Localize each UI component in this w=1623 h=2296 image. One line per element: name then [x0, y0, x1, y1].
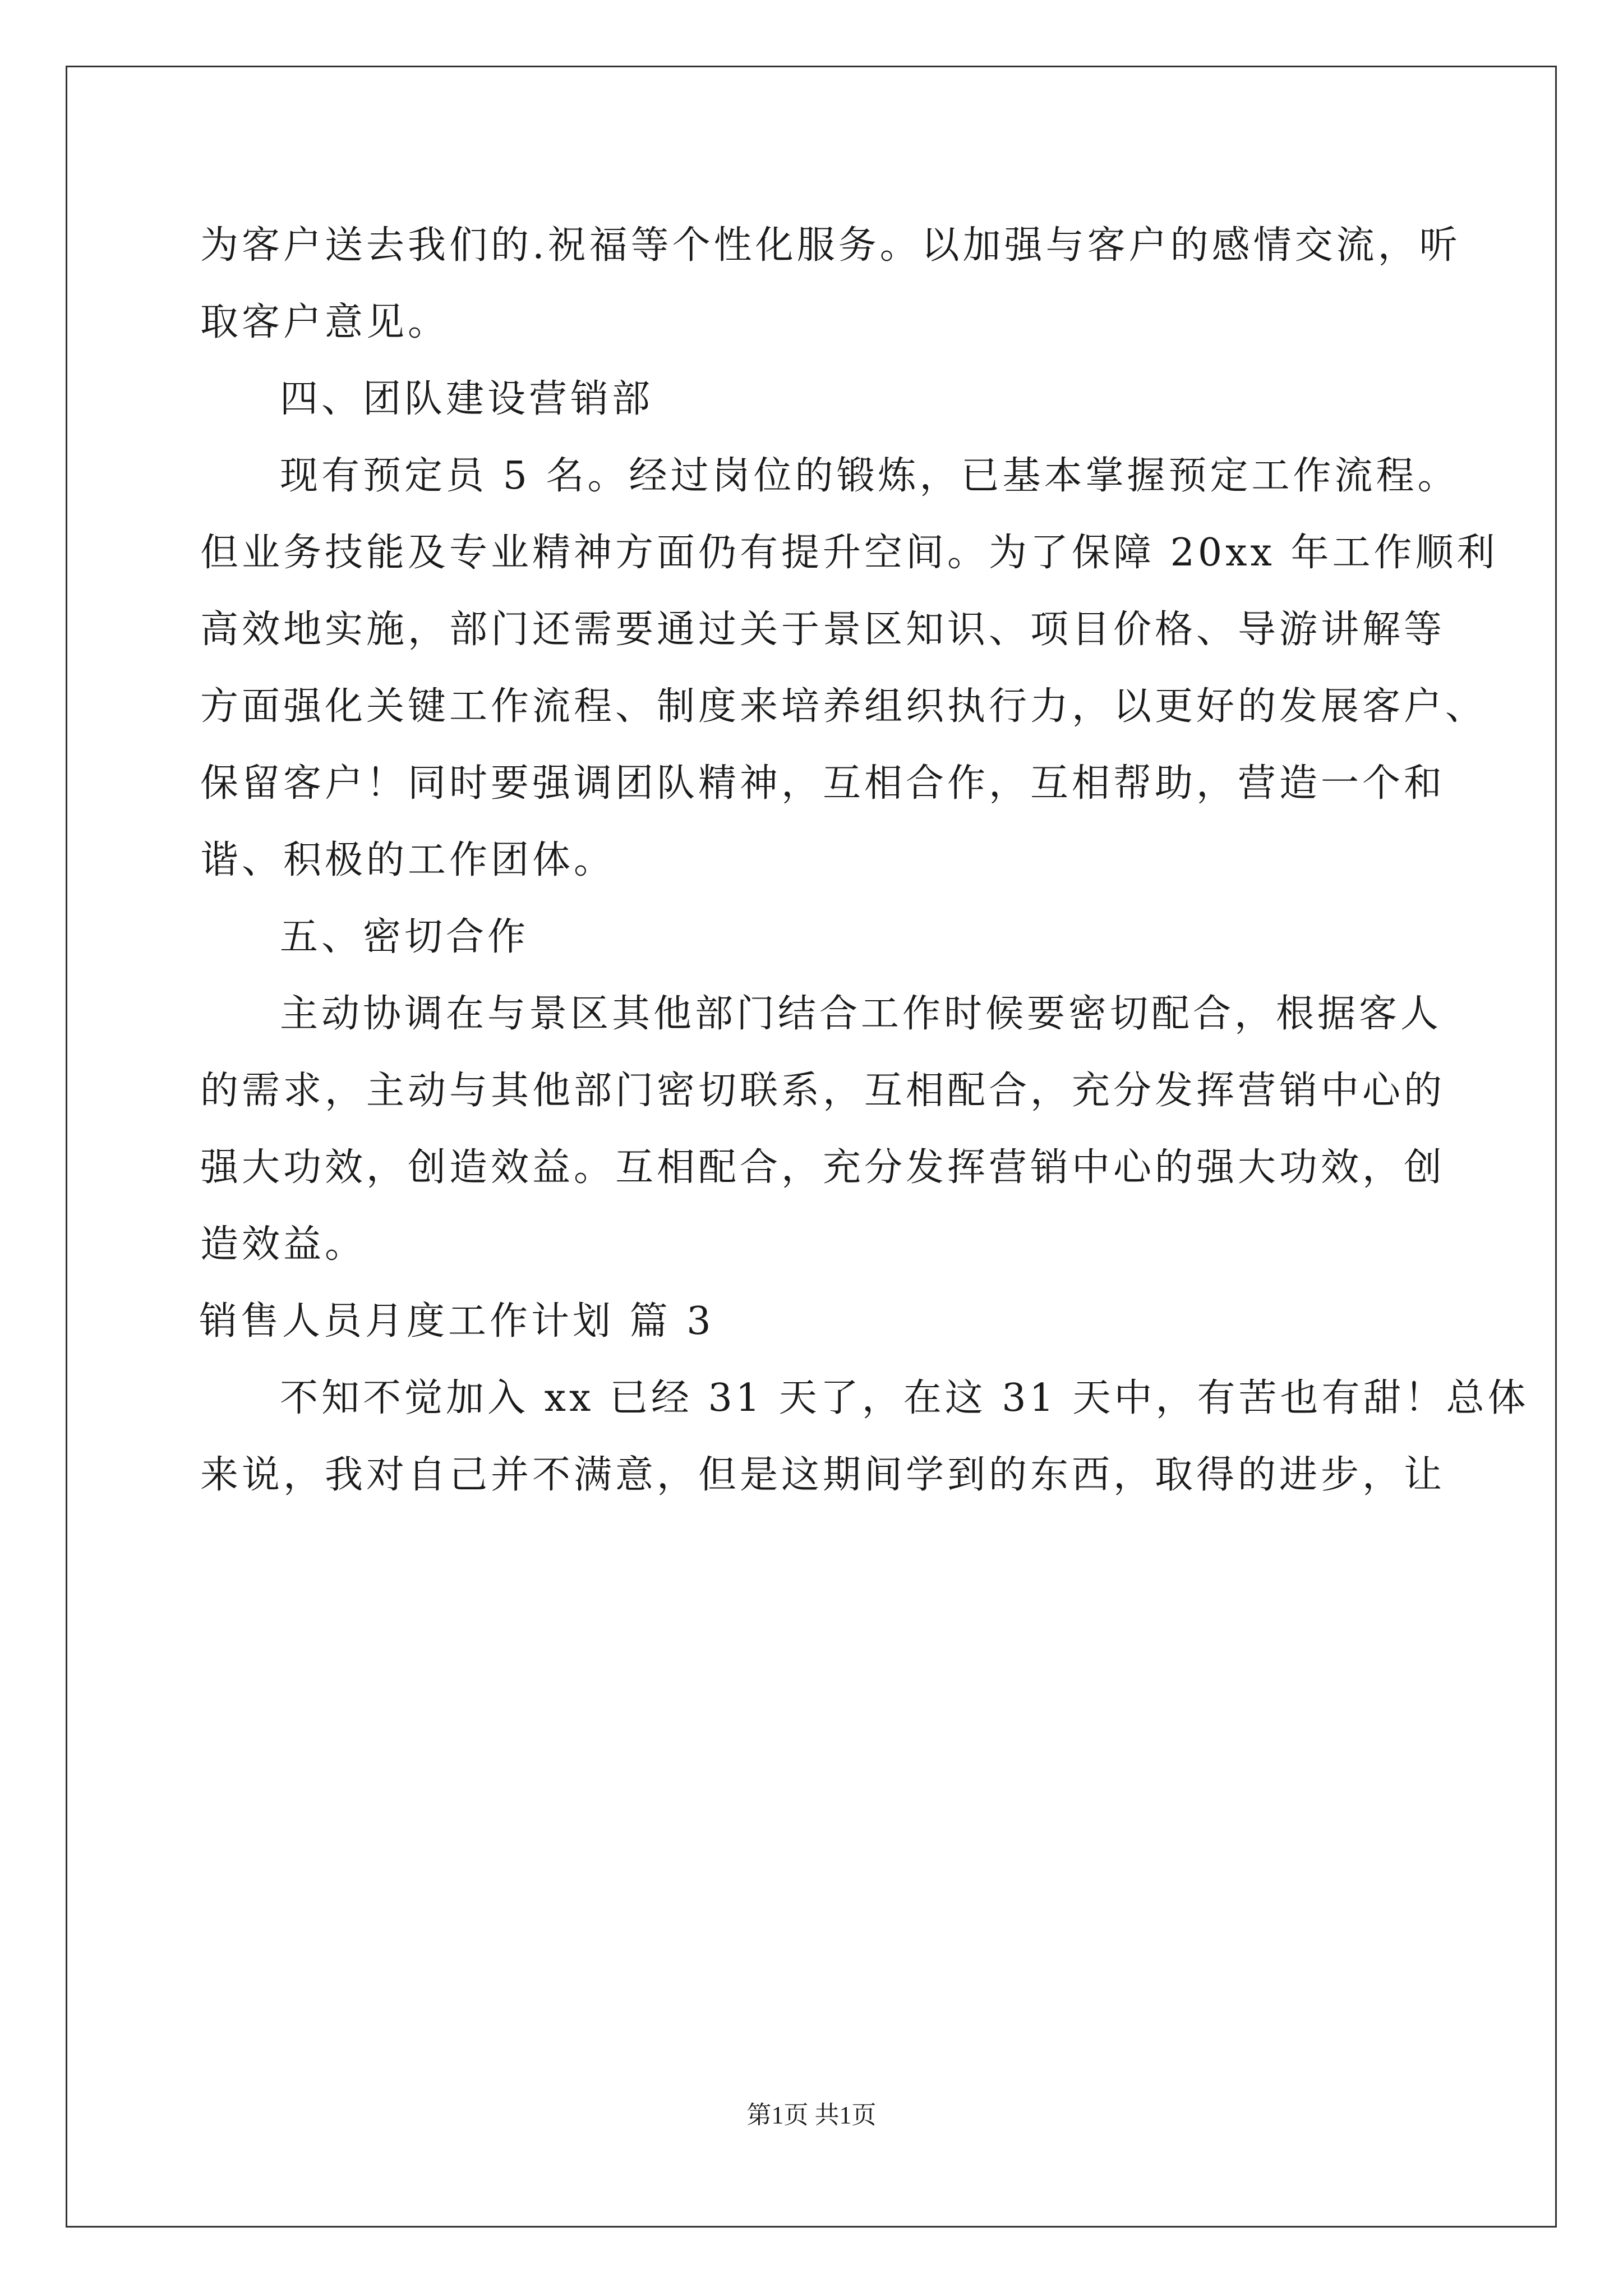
text-line: 但业务技能及专业精神方面仍有提升空间。为了保障 20xx 年工作顺利 — [200, 531, 1498, 575]
text-line: 强大功效，创造效益。互相配合，充分发挥营销中心的强大功效，创 — [200, 1145, 1446, 1190]
text-line: 方面强化关键工作流程、制度来培养组织执行力，以更好的发展客户、 — [200, 684, 1487, 729]
text-line: 为客户送去我们的.祝福等个性化服务。以加强与客户的感情交流，听 — [200, 223, 1461, 268]
text-line: 取客户意见。 — [200, 300, 450, 344]
section-heading: 五、密切合作 — [280, 915, 529, 959]
text-line: 高效地实施，部门还需要通过关于景区知识、项目价格、导游讲解等 — [200, 608, 1446, 652]
article-title: 销售人员月度工作计划 篇 3 — [199, 1299, 714, 1343]
section-heading: 四、团队建设营销部 — [280, 377, 654, 421]
text-line: 来说，我对自己并不满意，但是这期间学到的东西，取得的进步，让 — [200, 1453, 1446, 1497]
text-line: 现有预定员 5 名。经过岗位的锻炼，已基本掌握预定工作流程。 — [280, 454, 1459, 498]
text-line: 的需求，主动与其他部门密切联系，互相配合，充分发挥营销中心的 — [200, 1069, 1446, 1113]
text-line: 主动协调在与景区其他部门结合工作时候要密切配合，根据客人 — [280, 992, 1442, 1036]
text-line: 不知不觉加入 xx 已经 31 天了，在这 31 天中，有苦也有甜！总体 — [280, 1376, 1529, 1420]
text-line: 谐、积极的工作团体。 — [200, 838, 616, 882]
text-line: 造效益。 — [200, 1222, 367, 1267]
text-line: 保留客户！同时要强调团队精神，互相合作，互相帮助，营造一个和 — [200, 761, 1446, 806]
page-number-footer: 第1页 共1页 — [746, 2101, 877, 2129]
